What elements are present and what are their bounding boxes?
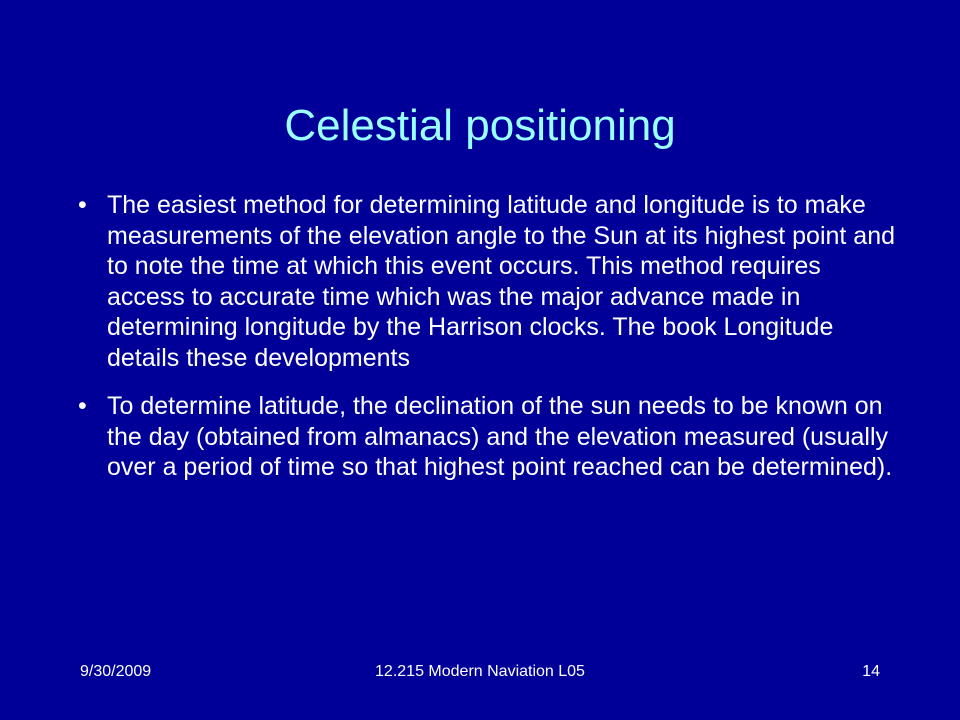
footer-page-number: 14 bbox=[862, 663, 880, 680]
footer-date: 9/30/2009 bbox=[80, 663, 152, 680]
footer-course-title: 12.215 Modern Naviation L05 bbox=[375, 663, 585, 680]
bullet-text: The easiest method for determining latitude and longitude is to make measurements of the elevation angle to the Sun at its highest point and to note the time at which this event occurs. This method requires access to accurate time which was the major advance made in determining longitude by the Harrison clocks. The book Longitude details these developments bbox=[107, 191, 896, 372]
slide-title: Celestial positioning bbox=[284, 101, 676, 150]
bullet-list bbox=[78, 190, 898, 501]
bullet-dot-icon: • bbox=[78, 392, 87, 420]
bullet-text: To determine latitude, the declination of the sun needs to be known on the day (obtained from almanacs) and the elevation measured (usually over a period of time so that highest point reached can be determined). bbox=[107, 392, 893, 481]
bullet-item bbox=[78, 391, 898, 483]
bullet-item bbox=[78, 190, 898, 373]
bullet-dot-icon: • bbox=[78, 191, 87, 219]
